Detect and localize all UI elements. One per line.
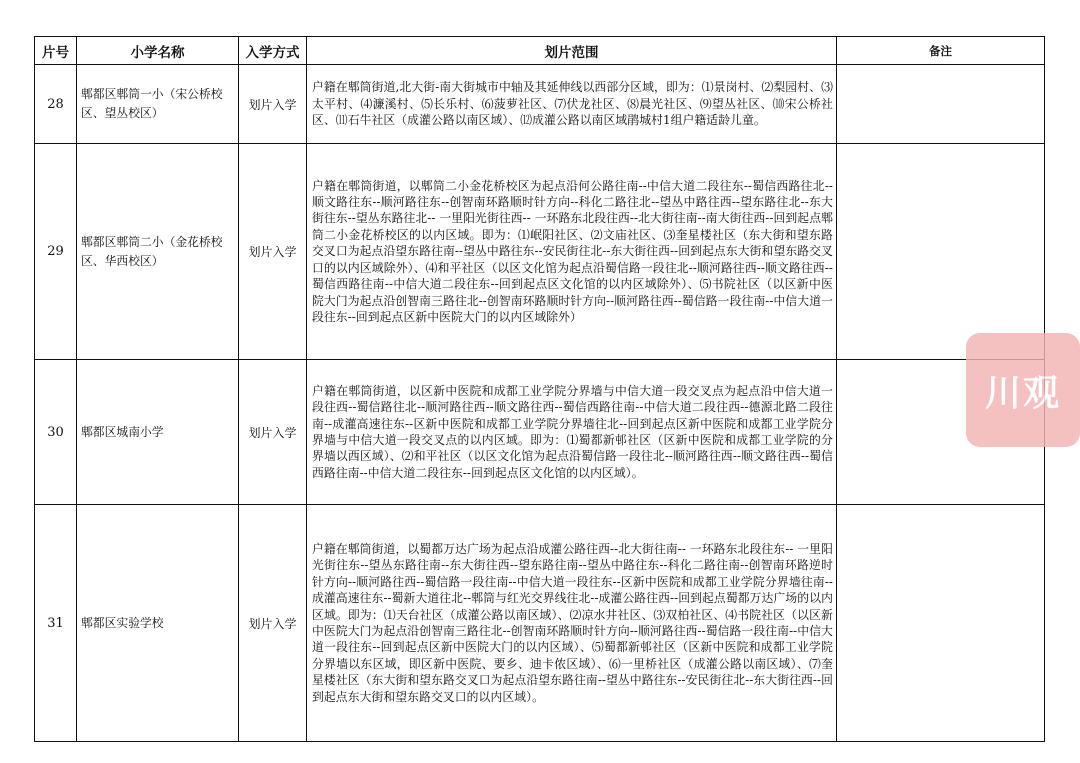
zone-number: 28 [35,65,77,144]
enrollment-method: 划片入学 [239,360,307,505]
table-row [35,505,1045,742]
zoning-range: 户籍在郫筒街道，以区新中医院和成都工业学院分界墙与中信大道一段交叉点为起点沿中信大道一段往西--蜀信路往北--顺河路往西--顺文路往西--蜀信西路往南--中信大道二段往西--德源北路二段往南--成灌高速往东--区新中医院和成都工业学院分界墙往北--回到起点区新中医院和成都工业学院分界墙与中信大道一段交叉点的以内区域。即为：⑴蜀都新邨社区（区新中医院和成都工业学院的分界墙以西区域）、⑵和平社区（以区文化馆为起点沿蜀信路一段往北--顺河路往西--顺文路往西--蜀信西路往南--中信大道二段往东--回到起点区文化馆的以内区域）。 [307,360,837,505]
watermark-text: 川观 [984,372,1061,414]
school-name: 郫都区郫筒二小（金花桥校区、华西校区） [77,144,239,360]
enrollment-method: 划片入学 [239,144,307,360]
enrollment-zoning-table [34,36,1045,742]
zoning-range: 户籍在郫筒街道，以蜀都万达广场为起点沿成灌公路往西--北大街往南-- 一环路东北段往东-- 一里阳光街往东--望丛东路往南--东大街往西--望东路往南--望丛中路往东--科化二路往南--创智南环路逆时针方向--顺河路往西--蜀信路一段往南--中信大道一段往东--区新中医院和成都工业学院分界墙往南--成灌高速往东--蜀新大道往北--郫筒与红光交界线往北--成灌公路往西--回到起点蜀都万达广场的以内区域。即为：⑴天台社区（成灌公路以南区域）、⑵凉水井社区、⑶双柏社区、⑷书院社区（以区新中医院大门为起点沿创智南三路往北--创智南环路顺时针方向--顺河路往西--蜀信路一段往南--中信大道一段往东--回到起点区新中医院大门的以内区域）、⑸蜀都新邨社区（区新中医院和成都工业学院分界墙以东区域，即区新中医院、要乡、迪卡侬区域）、⑹一里桥社区（成灌公路以南区域）、⑺奎星楼社区（东大街和望东路交叉口为起点沿望东路往南--望丛中路往东--安民街往北--东大街往西--回到起点东大街和望东路交叉口的以内区域）。 [307,505,837,742]
zone-number: 29 [35,144,77,360]
watermark-logo [966,333,1080,447]
school-name: 郫都区郫筒一小（宋公桥校区、望丛校区） [77,65,239,144]
zone-number: 30 [35,360,77,505]
header-remark: 备注 [837,37,1045,65]
enrollment-zoning-table-container [34,36,1044,742]
remark [837,505,1045,742]
remark [837,65,1045,144]
zone-number: 31 [35,505,77,742]
table-header-row [35,37,1045,65]
header-enrollment-method: 入学方式 [239,37,307,65]
table-row [35,144,1045,360]
zoning-range: 户籍在郫筒街道,北大街-南大街城市中轴及其延伸线以西部分区域，即为：⑴景岗村、⑵梨园村、⑶太平村、⑷濂溪村、⑸长乐村、⑹菠萝社区、⑺伏龙社区、⑻晨光社区、⑼望丛社区、⑽宋公桥社区、⑾石牛社区（成灌公路以南区域）、⑿成灌公路以南区域鹃城村1组户籍适龄儿童。 [307,65,837,144]
enrollment-method: 划片入学 [239,65,307,144]
school-name: 郫都区城南小学 [77,360,239,505]
table-row [35,65,1045,144]
zoning-range: 户籍在郫筒街道，以郫筒二小金花桥校区为起点沿何公路往南--中信大道二段往东--蜀信西路往北--顺文路往东--顺河路往东--创智南环路顺时针方向--科化二路往北--望丛中路往西--望东路往北--东大街往东--望丛东路往北-- 一里阳光街往西-- 一环路东北段往西--北大街往南--南大街往西--回到起点郫筒二小金花桥校区的以内区域。即为：⑴岷阳社区、⑵文庙社区、⑶奎星楼社区（东大街和望东路交叉口为起点沿望东路往南--望丛中路往东--安民街往北--东大街往西--回到起点东大街和望东路交叉口的以内区域除外）、⑷和平社区（以区文化馆为起点沿蜀信路一段往北--顺河路往西--顺文路往西--蜀信西路往南--中信大道二段往东--回到起点区文化馆的以内区域除外）、⑸书院社区（以区新中医院大门为起点沿创智南三路往北--创智南环路顺时针方向--顺河路往西--蜀信路一段往南--中信大道一段往东--回到起点区新中医院大门的以内区域除外） [307,144,837,360]
school-name: 郫都区实验学校 [77,505,239,742]
header-zone-number: 片号 [35,37,77,65]
table-row [35,360,1045,505]
remark [837,144,1045,360]
header-zoning-range: 划片范围 [307,37,837,65]
enrollment-method: 划片入学 [239,505,307,742]
header-school-name: 小学名称 [77,37,239,65]
